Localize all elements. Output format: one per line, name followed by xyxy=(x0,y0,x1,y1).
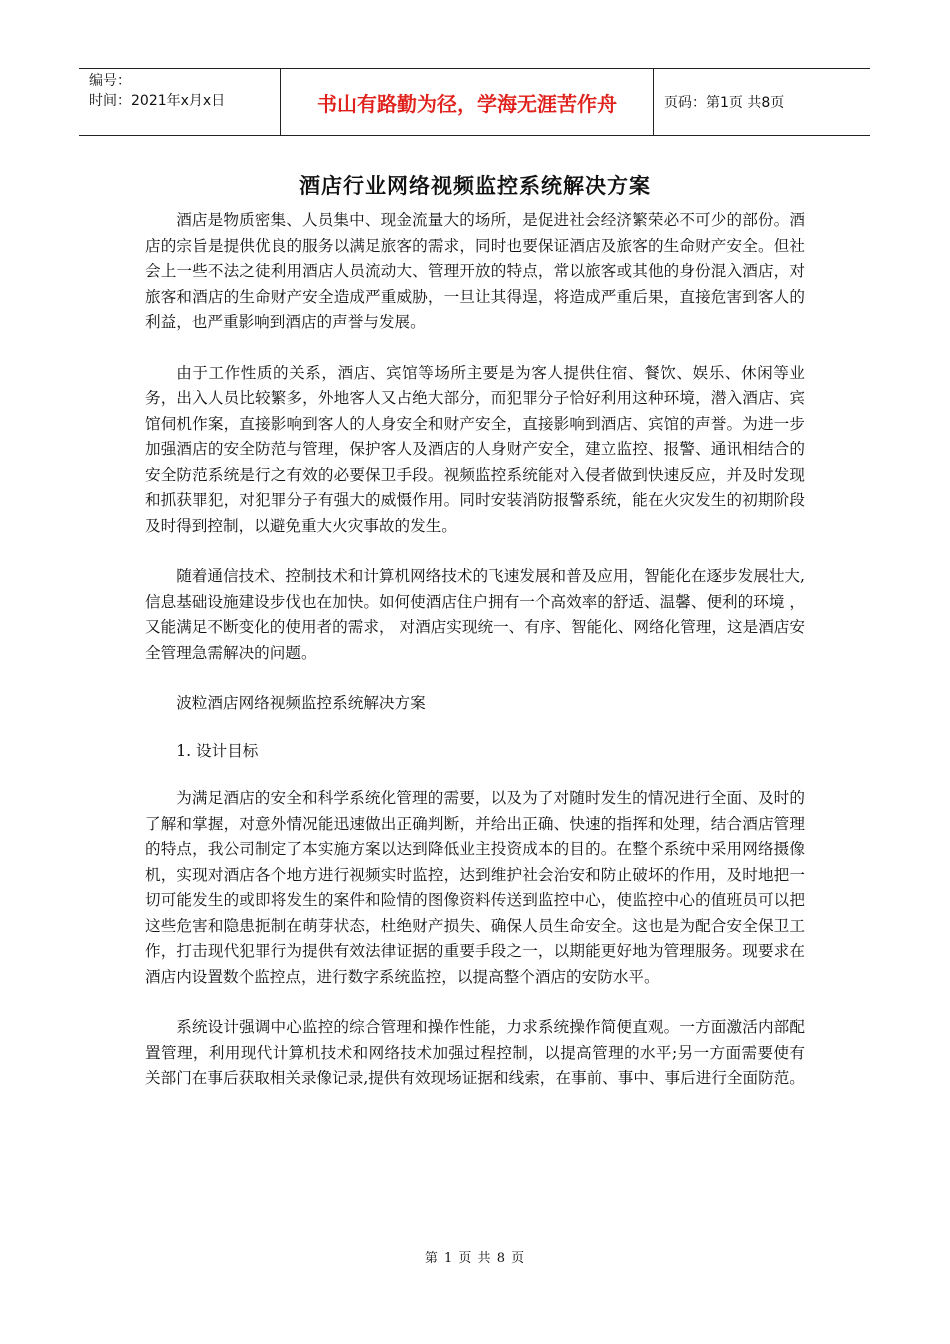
document-body xyxy=(145,208,805,1117)
section-heading: 1. 设计目标 xyxy=(176,741,259,760)
paragraph: 由于工作性质的关系，酒店、宾馆等场所主要是为客人提供住宿、餐饮、娱乐、休闲等业务，出入人员比较繁多，外地客人又占绝大部分，而犯罪分子恰好利用这种环境，潜入酒店、宾馆伺机作案，直接影响到客人的人身安全和财产安全，直接影响到酒店、宾馆的声誉。为进一步加强酒店的安全防范与管理，保护客人及酒店的人身财产安全，建立监控、报警、通讯相结合的安全防范系统是行之有效的必要保卫手段。视频监控系统能对入侵者做到快速反应，并及时发现和抓获罪犯，对犯罪分子有强大的威慑作用。同时安装消防报警系统，能在火灾发生的初期阶段及时得到控制，以避免重大火灾事故的发生。 xyxy=(145,363,805,535)
paragraph: 随着通信技术、控制技术和计算机网络技术的飞速发展和普及应用，智能化在逐步发展壮大,信息基础设施建设步伐也在加快。如何使酒店住户拥有一个高效率的舒适、温馨、便利的环境 ，又能满足不断变化的使用者的需求， 对酒店实现统一、有序、智能化、网络化管理，这是酒店安全管理急需解决的问题。 xyxy=(145,567,805,662)
document-title: 酒店行业网络视频监控系统解决方案 xyxy=(299,173,651,198)
doc-date-label: 时间：2021年x月x日 xyxy=(89,93,226,109)
paragraph: 酒店是物质密集、人员集中、现金流量大的场所，是促进社会经济繁荣必不可少的部份。酒店的宗旨是提供优良的服务以满足旅客的需求，同时也要保证酒店及旅客的生命财产安全。但社会上一些不法之徒利用酒店人员流动大、管理开放的特点，常以旅客或其他的身份混入酒店，对旅客和酒店的生命财产安全造成严重威胁，一旦让其得逞，将造成严重后果，直接危害到客人的利益，也严重影响到酒店的声誉与发展。 xyxy=(145,211,805,331)
header-motto: 书山有路勤为径，学海无涯苦作舟 xyxy=(281,69,654,135)
paragraph: 系统设计强调中心监控的综合管理和操作性能，力求系统操作简便直观。一方面激活内部配置管理，利用现代计算机技术和网络技术加强过程控制，以提高管理的水平;另一方面需要使有关部门在事后获取相关录像记录,提供有效现场证据和线索，在事前、事中、事后进行全面防范。 xyxy=(145,1018,805,1087)
doc-number-label: 编号： xyxy=(89,73,131,89)
paragraph: 为满足酒店的安全和科学系统化管理的需要，以及为了对随时发生的情况进行全面、及时的了解和掌握，对意外情况能迅速做出正确判断，并给出正确、快速的指挥和处理，结合酒店管理的特点，我公司制定了本实施方案以达到降低业主投资成本的目的。在整个系统中采用网络摄像机，实现对酒店各个地方进行视频实时监控，达到维护社会治安和防止破坏的作用，及时地把一切可能发生的或即将发生的案件和险情的图像资料传送到监控中心，使监控中心的值班员可以把这些危害和隐患扼制在萌芽状态，杜绝财产损失、确保人员生命安全。这也是为配合安全保卫工作，打击现代犯罪行为提供有效法律证据的重要手段之一，以期能更好地为管理服务。现要求在酒店内设置数个监控点，进行数字系统监控，以提高整个酒店的安防水平。 xyxy=(145,789,805,986)
header-table xyxy=(79,68,870,136)
section-heading: 波粒酒店网络视频监控系统解决方案 xyxy=(176,694,426,712)
header-left-cell xyxy=(79,69,281,135)
page-footer: 第 1 页 共 8 页 xyxy=(424,1251,526,1266)
header-page-info: 页码：第1页 共8页 xyxy=(664,95,785,111)
